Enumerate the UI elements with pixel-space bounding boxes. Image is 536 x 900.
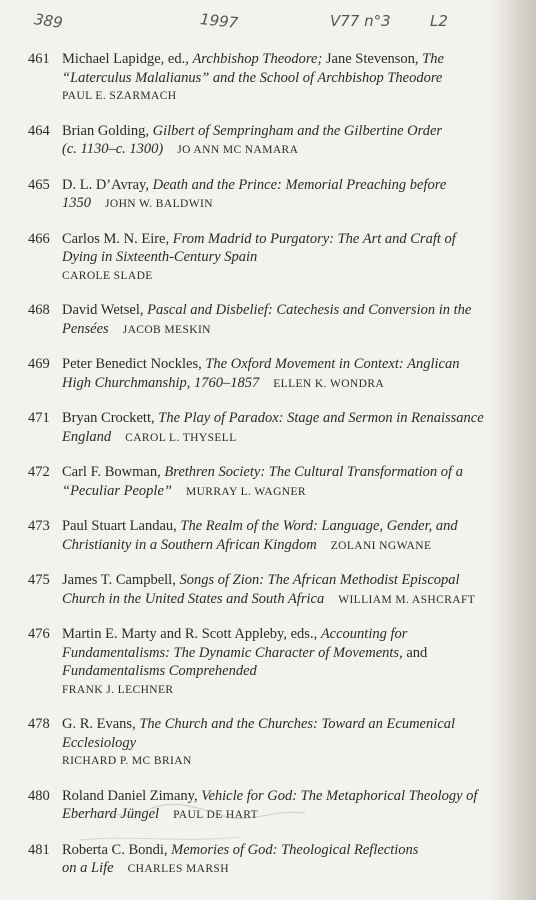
citation-line [62, 409, 488, 428]
reviewer-name: JOHN W. BALDWIN [105, 198, 213, 210]
book-title-text: “Peculiar People” [62, 482, 172, 499]
page-edge-shadow [490, 0, 536, 900]
reviewer-name: ZOLANI NGWANE [330, 539, 432, 552]
author-text: Michael Lapidge, ed., [62, 51, 193, 67]
book-title-text: Death and the Prince: Memorial Preaching before [152, 176, 447, 193]
book-title-text: Pensées [62, 320, 109, 337]
review-entry [28, 301, 488, 339]
handwritten-note: L2 [430, 12, 448, 30]
citation-line [62, 536, 488, 556]
reviewer-name: CAROLE SLADE [62, 269, 153, 282]
book-title-text: Ecclesiology [62, 734, 137, 751]
book-title-text: From Madrid to Purgatory: The Art and Craft of [172, 230, 456, 247]
citation-line [62, 517, 488, 536]
reviewer-name: FRANK J. LECHNER [62, 683, 174, 696]
author-text: Carlos M. N. Eire, [62, 230, 173, 247]
author-text: D. L. D’Avray, [62, 176, 153, 193]
citation-line [62, 625, 488, 644]
book-title-text: England [62, 428, 112, 445]
citation-line [62, 140, 488, 160]
entry-citation [62, 571, 488, 609]
page-number: 475 [28, 572, 50, 588]
book-title-text: Eberhard Jüngel [62, 806, 160, 822]
faint-pencil-scribble [70, 795, 310, 855]
handwritten-note: 389 [32, 10, 64, 32]
page-number: 471 [28, 410, 50, 426]
book-title-text: Accounting for [320, 626, 408, 642]
book-title-text: Songs of Zion: The African Methodist Episcopal [179, 572, 460, 588]
review-list [28, 50, 488, 895]
citation-line [62, 355, 488, 374]
book-title-text: Christianity in a Southern African Kingdom [62, 536, 317, 553]
reviewer-name: PAUL E. SZARMACH [62, 90, 177, 102]
author-text: Paul Stuart Landau, [62, 518, 181, 534]
handwritten-note: 1997 [199, 10, 240, 32]
book-title-text: (c. 1130–c. 1300) [62, 141, 164, 157]
reviewer-name: ELLEN K. WONDRA [273, 377, 385, 390]
book-title-text: High Churchmanship, 1760–1857 [62, 374, 260, 391]
author-text: Peter Benedict Nockles, [62, 356, 206, 372]
citation-line [62, 644, 488, 663]
author-text: James T. Campbell, [62, 572, 180, 588]
page-number: 476 [28, 626, 50, 642]
entry-citation [62, 409, 488, 447]
review-entry [28, 463, 488, 501]
page-number: 478 [28, 716, 50, 732]
entry-citation [62, 230, 488, 286]
book-title-text: Gilbert of Sempringham and the Gilbertine Order [152, 122, 443, 139]
citation-line [62, 230, 488, 249]
book-title-text: The Oxford Movement in Context: Anglican [205, 356, 460, 372]
book-title-text: “Laterculus Malalianus” and the School of Archbishop Theodore [62, 69, 443, 86]
review-entry [28, 176, 488, 214]
author-text: Roberta C. Bondi, [62, 841, 172, 858]
entry-citation [62, 625, 488, 699]
reviewer-name: CAROL L. THYSELL [125, 431, 237, 444]
page-number: 466 [28, 230, 50, 247]
book-title-text: The Realm of the Word: Language, Gender, and [180, 518, 458, 534]
reviewer-name: CHARLES MARSH [127, 863, 229, 875]
book-title-text: The [422, 51, 444, 67]
book-title-text: Fundamentalisms Comprehended [62, 663, 257, 679]
author-text: Roland Daniel Zimany, [62, 787, 202, 804]
page-number: 472 [28, 464, 50, 480]
review-entry [28, 571, 488, 609]
book-title-text: The Play of Paradox: Stage and Sermon in Renaissance [158, 410, 484, 426]
author-text: Jane Stevenson, [322, 51, 423, 67]
citation-line [62, 463, 488, 482]
book-title-text: Fundamentalisms: The Dynamic Character of Movements, [62, 644, 403, 661]
review-entry [28, 625, 488, 699]
citation-line [62, 374, 488, 394]
citation-line [62, 662, 488, 681]
handwritten-annotations [30, 6, 500, 34]
book-title-text: on a Life [62, 860, 114, 876]
reviewer-name: JO ANN MC NAMARA [177, 144, 299, 156]
book-title-text: 1350 [62, 195, 91, 211]
book-title-text: Pascal and Disbelief: Catechesis and Conversion in the [147, 302, 472, 318]
author-text: David Wetsel, [62, 302, 148, 318]
page-number: 469 [28, 356, 50, 372]
page-number: 464 [28, 122, 50, 139]
page-number: 465 [28, 176, 50, 193]
book-title-text: Archbishop Theodore; [192, 51, 323, 67]
reviewer-name: WILLIAM M. ASHCRAFT [338, 593, 476, 606]
author-text: Martin E. Marty and R. Scott Appleby, eds., [62, 626, 321, 642]
citation-line [62, 734, 488, 753]
citation-line [62, 69, 488, 88]
citation-line [62, 122, 488, 141]
reviewer-name: PAUL DE HART [173, 809, 259, 821]
entry-citation [62, 122, 488, 160]
book-title-text: Vehicle for God: The Metaphorical Theology of [201, 787, 478, 804]
entry-citation [62, 301, 488, 339]
book-title-text: Church in the United States and South Africa [62, 590, 325, 607]
book-title-text: The Church and the Churches: Toward an Ecumenical [139, 716, 455, 732]
entry-citation [62, 176, 488, 214]
page-number: 480 [28, 787, 50, 804]
entry-citation [62, 50, 488, 106]
citation-line [62, 482, 488, 502]
entry-citation [62, 463, 488, 501]
page-number: 481 [28, 841, 50, 858]
author-text: Bryan Crockett, [62, 410, 159, 426]
citation-line [62, 176, 488, 195]
page-number: 473 [28, 518, 50, 534]
citation-line [62, 248, 488, 267]
review-entry [28, 409, 488, 447]
page-number: 468 [28, 302, 50, 318]
entry-citation [62, 355, 488, 393]
citation-line [62, 590, 488, 610]
citation-line [62, 50, 488, 69]
entry-citation [62, 517, 488, 555]
review-entry [28, 715, 488, 771]
book-title-text: Brethren Society: The Cultural Transformation of a [164, 464, 463, 480]
book-title-text: Dying in Sixteenth-Century Spain [62, 249, 258, 265]
citation-line [62, 715, 488, 734]
review-entry [28, 122, 488, 160]
author-text: Brian Golding, [62, 122, 153, 139]
citation-line [62, 301, 488, 320]
reviewer-name: JACOB MESKIN [122, 323, 211, 336]
review-entry [28, 517, 488, 555]
author-text: Carl F. Bowman, [62, 464, 165, 480]
citation-line [62, 320, 488, 340]
handwritten-note: V77 n°3 [330, 12, 391, 30]
review-entry [28, 355, 488, 393]
review-entry [28, 50, 488, 106]
review-entry [28, 230, 488, 286]
citation-line [62, 428, 488, 448]
entry-citation [62, 715, 488, 771]
citation-line [62, 194, 488, 214]
book-title-text: Memories of God: Theological Reflections [171, 841, 419, 858]
reviewer-name: RICHARD P. MC BRIAN [62, 755, 192, 767]
page-number: 461 [28, 51, 50, 67]
author-text: G. R. Evans, [62, 716, 140, 732]
citation-line [62, 859, 488, 879]
citation-line [62, 571, 488, 590]
author-text: and [402, 644, 428, 661]
reviewer-name: MURRAY L. WAGNER [185, 485, 306, 498]
